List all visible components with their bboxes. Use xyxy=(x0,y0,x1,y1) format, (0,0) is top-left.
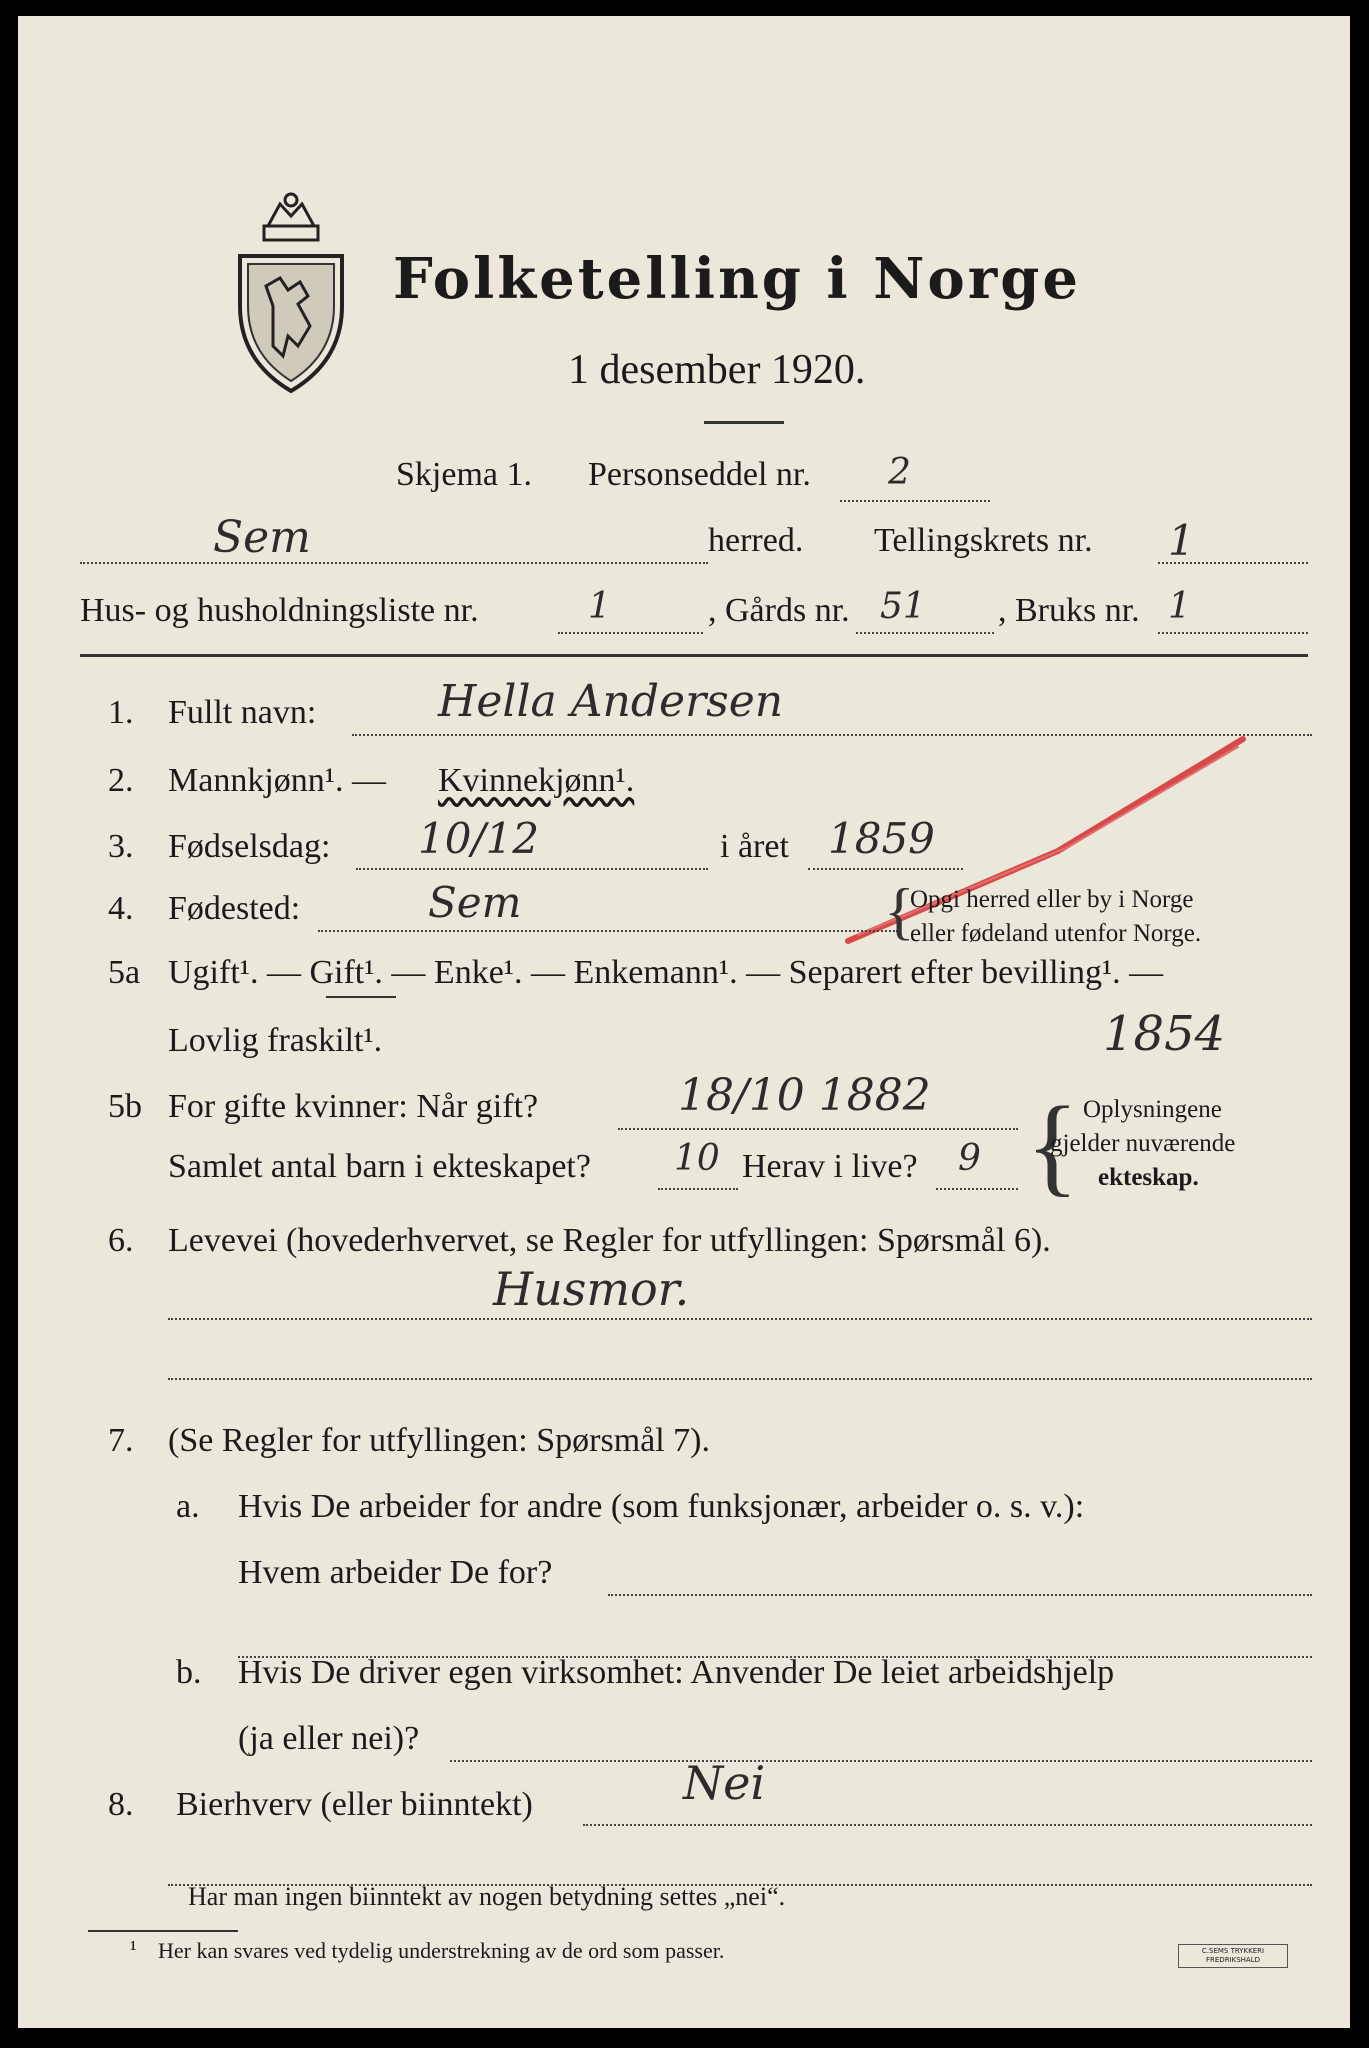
q4-label: Fødested: xyxy=(168,890,301,927)
q5b-children-label: Samlet antal barn i ekteskapet? xyxy=(168,1148,591,1185)
q5b-note-2: gjelder nuværende xyxy=(1050,1130,1236,1157)
footnote-mark: ¹ xyxy=(130,1936,137,1961)
q5b-children-value[interactable]: 10 xyxy=(674,1138,720,1179)
q5a-options-2: Lovlig fraskilt¹. xyxy=(168,1022,383,1059)
personseddel-line xyxy=(840,500,990,502)
herred-value[interactable]: Sem xyxy=(213,512,311,563)
coat-of-arms-icon xyxy=(228,186,354,396)
bruks-label: , Bruks nr. xyxy=(998,592,1140,629)
q7a-label-2: Hvem arbeider De for? xyxy=(238,1554,553,1591)
q7-label: (Se Regler for utfyllingen: Spørsmål 7). xyxy=(168,1422,711,1459)
printer-stamp: C.SEMS TRYKKERI FREDRIKSHALD xyxy=(1178,1944,1288,1968)
q7a-line-1 xyxy=(608,1594,1312,1596)
q7a-letter: a. xyxy=(176,1488,200,1525)
hus-value[interactable]: 1 xyxy=(588,586,611,627)
q7b-label: Hvis De driver egen virksomhet: Anvender De leiet arbeidshjelp xyxy=(238,1654,1115,1691)
q1-number: 1. xyxy=(108,694,134,731)
q4-note-brace: { xyxy=(884,875,915,946)
q3-label: Fødselsdag: xyxy=(168,828,331,865)
hus-label: Hus- og husholdningsliste nr. xyxy=(80,592,479,629)
herred-line xyxy=(80,562,708,564)
q7b-line xyxy=(450,1760,1312,1762)
q3-value[interactable]: 10/12 xyxy=(418,814,540,863)
q8-number: 8. xyxy=(108,1786,134,1823)
q4-number: 4. xyxy=(108,890,134,927)
q1-label: Fullt navn: xyxy=(168,694,317,731)
q6-label: Levevei (hovederhvervet, se Regler for utfyllingen: Spørsmål 6). xyxy=(168,1222,1051,1259)
q8-label: Bierhverv (eller biinntekt) xyxy=(176,1786,533,1823)
q4-value[interactable]: Sem xyxy=(428,878,522,927)
personseddel-value[interactable]: 2 xyxy=(888,452,911,493)
q5b-value[interactable]: 18/10 1882 xyxy=(678,1070,931,1121)
q7-number: 7. xyxy=(108,1422,134,1459)
bruks-line xyxy=(1158,632,1308,634)
bruks-value[interactable]: 1 xyxy=(1168,586,1191,627)
q5b-children-line xyxy=(658,1188,738,1190)
q5a-number: 5a xyxy=(108,954,141,991)
skjema-label: Skjema 1. xyxy=(396,456,532,493)
q5b-alive-value[interactable]: 9 xyxy=(958,1138,981,1179)
q4-line xyxy=(318,930,898,932)
gards-value[interactable]: 51 xyxy=(880,586,926,627)
title-divider xyxy=(704,421,784,424)
q3-year-label: i året xyxy=(720,828,789,865)
q2-number: 2. xyxy=(108,762,134,799)
q5a-gift-underline xyxy=(326,996,396,998)
header-rule xyxy=(80,654,1308,657)
q6-line-1 xyxy=(168,1318,1312,1320)
q2-female: Kvinnekjønn¹. xyxy=(438,762,635,799)
q5b-alive-label: Herav i live? xyxy=(742,1148,918,1185)
q3-line xyxy=(356,868,708,870)
q5b-label: For gifte kvinner: Når gift? xyxy=(168,1088,539,1125)
q7b-letter: b. xyxy=(176,1654,202,1691)
q4-note-1: Opgi herred eller by i Norge xyxy=(910,886,1194,913)
form-title: Folketelling i Norge xyxy=(393,246,1082,312)
q1-value[interactable]: Hella Andersen xyxy=(438,676,784,727)
q5b-note-3: ekteskap. xyxy=(1098,1164,1199,1191)
q8-note: Har man ingen biinntekt av nogen betydning settes „nei“. xyxy=(188,1882,786,1911)
gards-label: , Gårds nr. xyxy=(708,592,850,629)
q5b-note-1: Oplysningene xyxy=(1083,1096,1222,1123)
hus-line xyxy=(558,632,703,634)
footnote-text: Her kan svares ved tydelig understrekning av de ord som passer. xyxy=(158,1938,725,1963)
q3-year-value[interactable]: 1859 xyxy=(828,814,935,863)
q3-year-line xyxy=(808,868,963,870)
q8-line-1 xyxy=(583,1824,1312,1826)
q5b-alive-line xyxy=(936,1188,1018,1190)
census-form xyxy=(18,16,1350,2028)
q6-line-2 xyxy=(168,1378,1312,1380)
q6-value[interactable]: Husmor. xyxy=(493,1262,690,1316)
q5a-annotation: 1854 xyxy=(1103,1006,1226,1062)
q7a-label: Hvis De arbeider for andre (som funksjonær, arbeider o. s. v.): xyxy=(238,1488,1085,1525)
footnote-rule xyxy=(88,1930,238,1932)
tellingskrets-label: Tellingskrets nr. xyxy=(874,522,1093,559)
q5a-options: Ugift¹. — Gift¹. — Enke¹. — Enkemann¹. — Separert efter bevilling¹. — xyxy=(168,954,1164,991)
tellingskrets-value[interactable]: 1 xyxy=(1168,516,1195,565)
q7b-label-2: (ja eller nei)? xyxy=(238,1720,420,1757)
q5b-line xyxy=(618,1128,1018,1130)
q4-note-2: eller fødeland utenfor Norge. xyxy=(910,920,1202,947)
herred-label: herred. xyxy=(708,522,804,559)
q5b-number: 5b xyxy=(108,1088,142,1125)
gards-line xyxy=(856,632,994,634)
q5b-note-brace: { xyxy=(1026,1084,1079,1206)
q6-number: 6. xyxy=(108,1222,134,1259)
q3-number: 3. xyxy=(108,828,134,865)
personseddel-label: Personseddel nr. xyxy=(588,456,811,493)
q2-male: Mannkjønn¹. — xyxy=(168,762,386,799)
census-date: 1 desember 1920. xyxy=(568,347,866,393)
q8-value[interactable]: Nei xyxy=(683,1756,766,1810)
